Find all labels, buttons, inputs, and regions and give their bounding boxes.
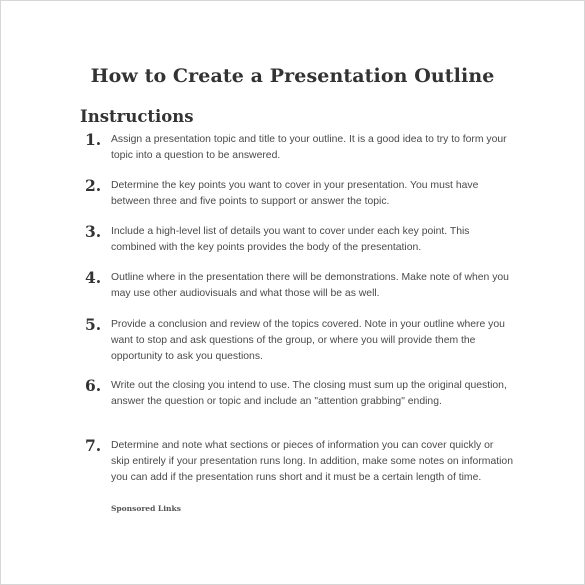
- step-number: 4.: [85, 268, 102, 287]
- step-number: 3.: [85, 222, 102, 241]
- step-number: 7.: [85, 436, 102, 455]
- step-text: Provide a conclusion and review of the topics covered. Note in your outline where you want to stop and ask questions of the group, or where you will provide them the opportunity to ask you questions.: [111, 319, 505, 362]
- step-text: Include a high-level list of details you want to cover under each key point. This combined with the key points provides the body of the presentation.: [111, 226, 470, 253]
- section-heading: Instructions: [80, 107, 194, 126]
- step-text: Outline where in the presentation there will be demonstrations. Make note of when you may use other audiovisuals and what those will be as well.: [111, 272, 509, 299]
- step-number: 5.: [85, 315, 102, 334]
- step-text: Assign a presentation topic and title to your outline. It is a good idea to try to form your topic into a question to be answered.: [111, 134, 507, 161]
- step-text: Write out the closing you intend to use. The closing must sum up the original question, answer the question or topic and include an "attention grabbing" ending.: [111, 380, 507, 407]
- step-number: 1.: [85, 130, 102, 149]
- step-text: Determine and note what sections or pieces of information you can cover quickly or skip entirely if your presentation runs long. In addition, make some notes on information you can add if the presentation runs short and it must be a certain length of time.: [111, 440, 513, 483]
- step-text: Determine the key points you want to cover in your presentation. You must have between three and five points to support or answer the topic.: [111, 180, 479, 207]
- sponsored-links-label[interactable]: Sponsored Links: [111, 504, 181, 513]
- document-title: How to Create a Presentation Outline: [90, 65, 495, 87]
- step-number: 6.: [85, 376, 102, 395]
- step-number: 2.: [85, 176, 102, 195]
